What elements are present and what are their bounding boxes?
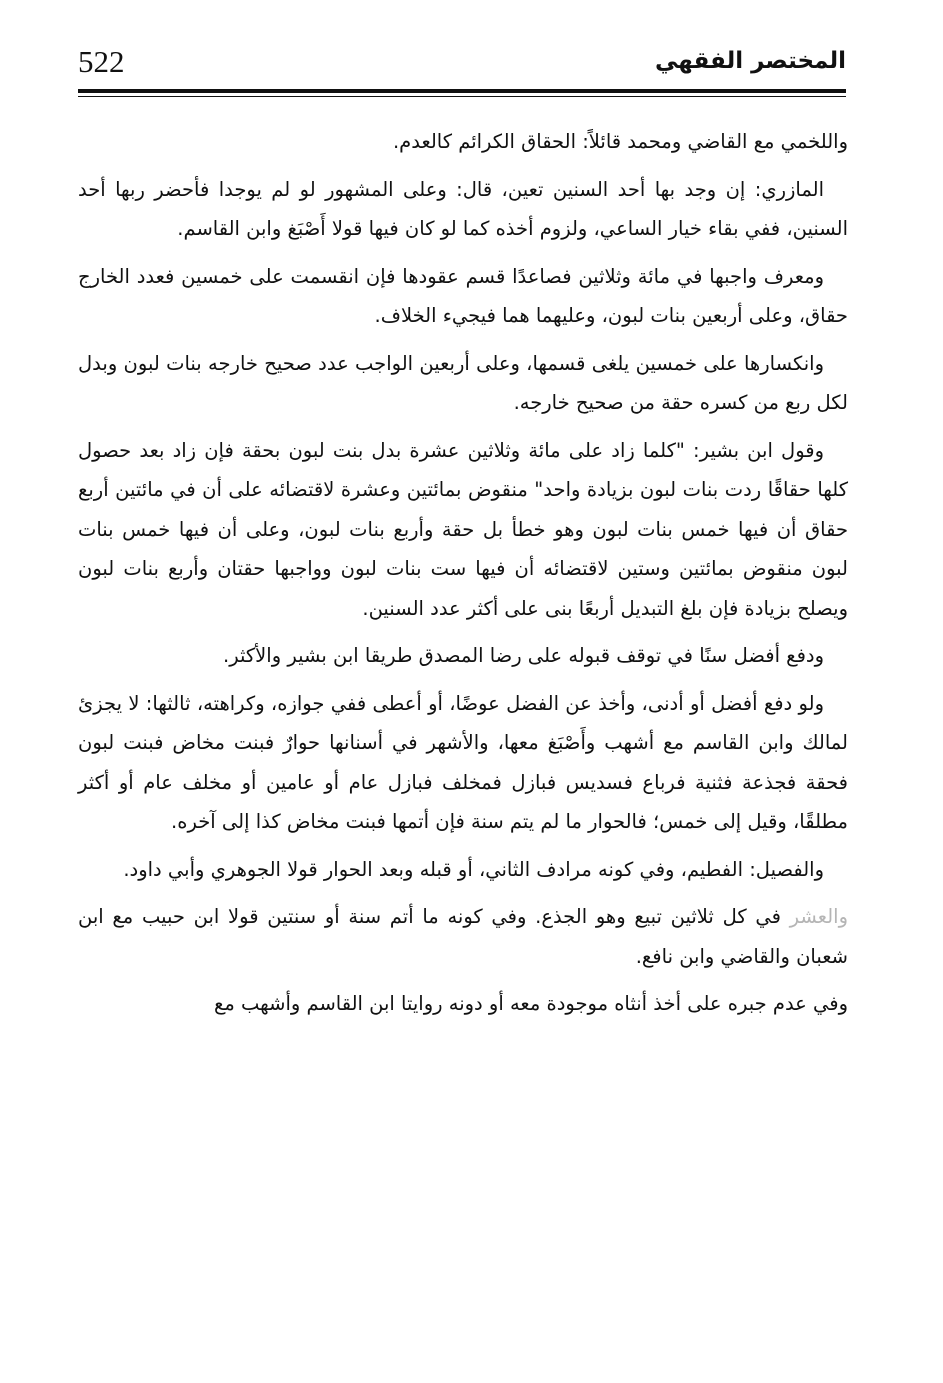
- running-title: المختصر الفقهي: [655, 48, 846, 74]
- paragraph-4: وانكسارها على خمسين يلغى قسمها، وعلى أربعين الواجب عدد صحيح خارجه بنات لبون وبدل لكل ربع من كسره حقة من صحيح خارجه.: [78, 351, 848, 414]
- paragraph-3: ومعرف واجبها في مائة وثلاثين فصاعدًا قسم عقودها فإن انقسمت على خمسين فعدد الخارج حقاق، وعلى أربعين بنات لبون، وعليهما هما فيجيء الخلاف.: [78, 264, 848, 327]
- header-rule-thick: [78, 89, 846, 93]
- body-text: [78, 122, 848, 1032]
- paragraph-8: والفصيل: الفطيم، وفي كونه مرادف الثاني، أو قبله وبعد الحوار قولا الجوهري وأبي داود.: [123, 857, 824, 881]
- paragraph-2: المازري: إن وجد بها أحد السنين تعين، قال: وعلى المشهور لو لم يوجدا فأحضر ربها أحد السنين، ففي بقاء خيار الساعي، ولزوم أخذه كما لو كان فيها قولا أَصْبَغ وابن القاسم.: [78, 177, 848, 240]
- paragraph-7: ولو دفع أفضل أو أدنى، وأخذ عن الفضل عوضًا، أو أعطى ففي جوازه، وكراهته، ثالثها: لا يجزئ لمالك وابن القاسم مع أشهب وأَصْبَغ معها، والأشهر في أسنانها حوارٌ فبنت مخاض فبنت لبون فحقة فجذعة فثنية فرباع فسديس فبازل فمخلف فبازل عام أو عامين أو مخلف عام أو أكثر مطلقًا، وقيل إلى خمس؛ فالحوار ما لم يتم سنة فإن أتمها فبنت مخاض كذا إلى آخره.: [78, 691, 848, 833]
- paragraph-1: واللخمي مع القاضي ومحمد قائلاً: الحقاق الكرائم كالعدم.: [392, 130, 848, 153]
- faded-word: والعشر: [789, 905, 848, 928]
- paragraph-9: [78, 897, 848, 976]
- header-rule-thin: [78, 96, 846, 97]
- paragraph-6: ودفع أفضل سنًا في توقف قبوله على رضا المصدق طريقا ابن بشير والأكثر.: [223, 644, 824, 667]
- paragraph-5: وقول ابن بشير: "كلما زاد على مائة وثلاثين عشرة بدل بنت لبون بحقة فإن زاد بعد حصول كلها حقاقًا ردت بنات لبون بزيادة واحد" منقوض بمائتين وعشرة لاقتضائه على أن في مائتين أربع حقاق أن فيها خمس بنات لبون وهو خطأ بل حقة وأربع بنات لبون، وعلى أن فيها خمس بنات لبون منقوض بمائتين وستين لاقتضائه أن فيها ست بنات لبون وواجبها حقتان وأربع بنات لبون ويصلح بزيادة فإن بلغ التبديل أربعًا بنى على أكثر عدد السنين.: [78, 438, 848, 620]
- paragraph-10: وفي عدم جبره على أخذ أنثاه موجودة معه أو دونه روايتا ابن القاسم وأشهب مع: [213, 992, 848, 1015]
- page-number: 522: [78, 44, 125, 79]
- paragraph-9-text: في كل ثلاثين تبيع وهو الجذع. وفي كونه ما أتم سنة أو سنتين قولا ابن حبيب مع ابن شعبان والقاضي وابن نافع.: [78, 905, 848, 968]
- page-header: [78, 44, 846, 92]
